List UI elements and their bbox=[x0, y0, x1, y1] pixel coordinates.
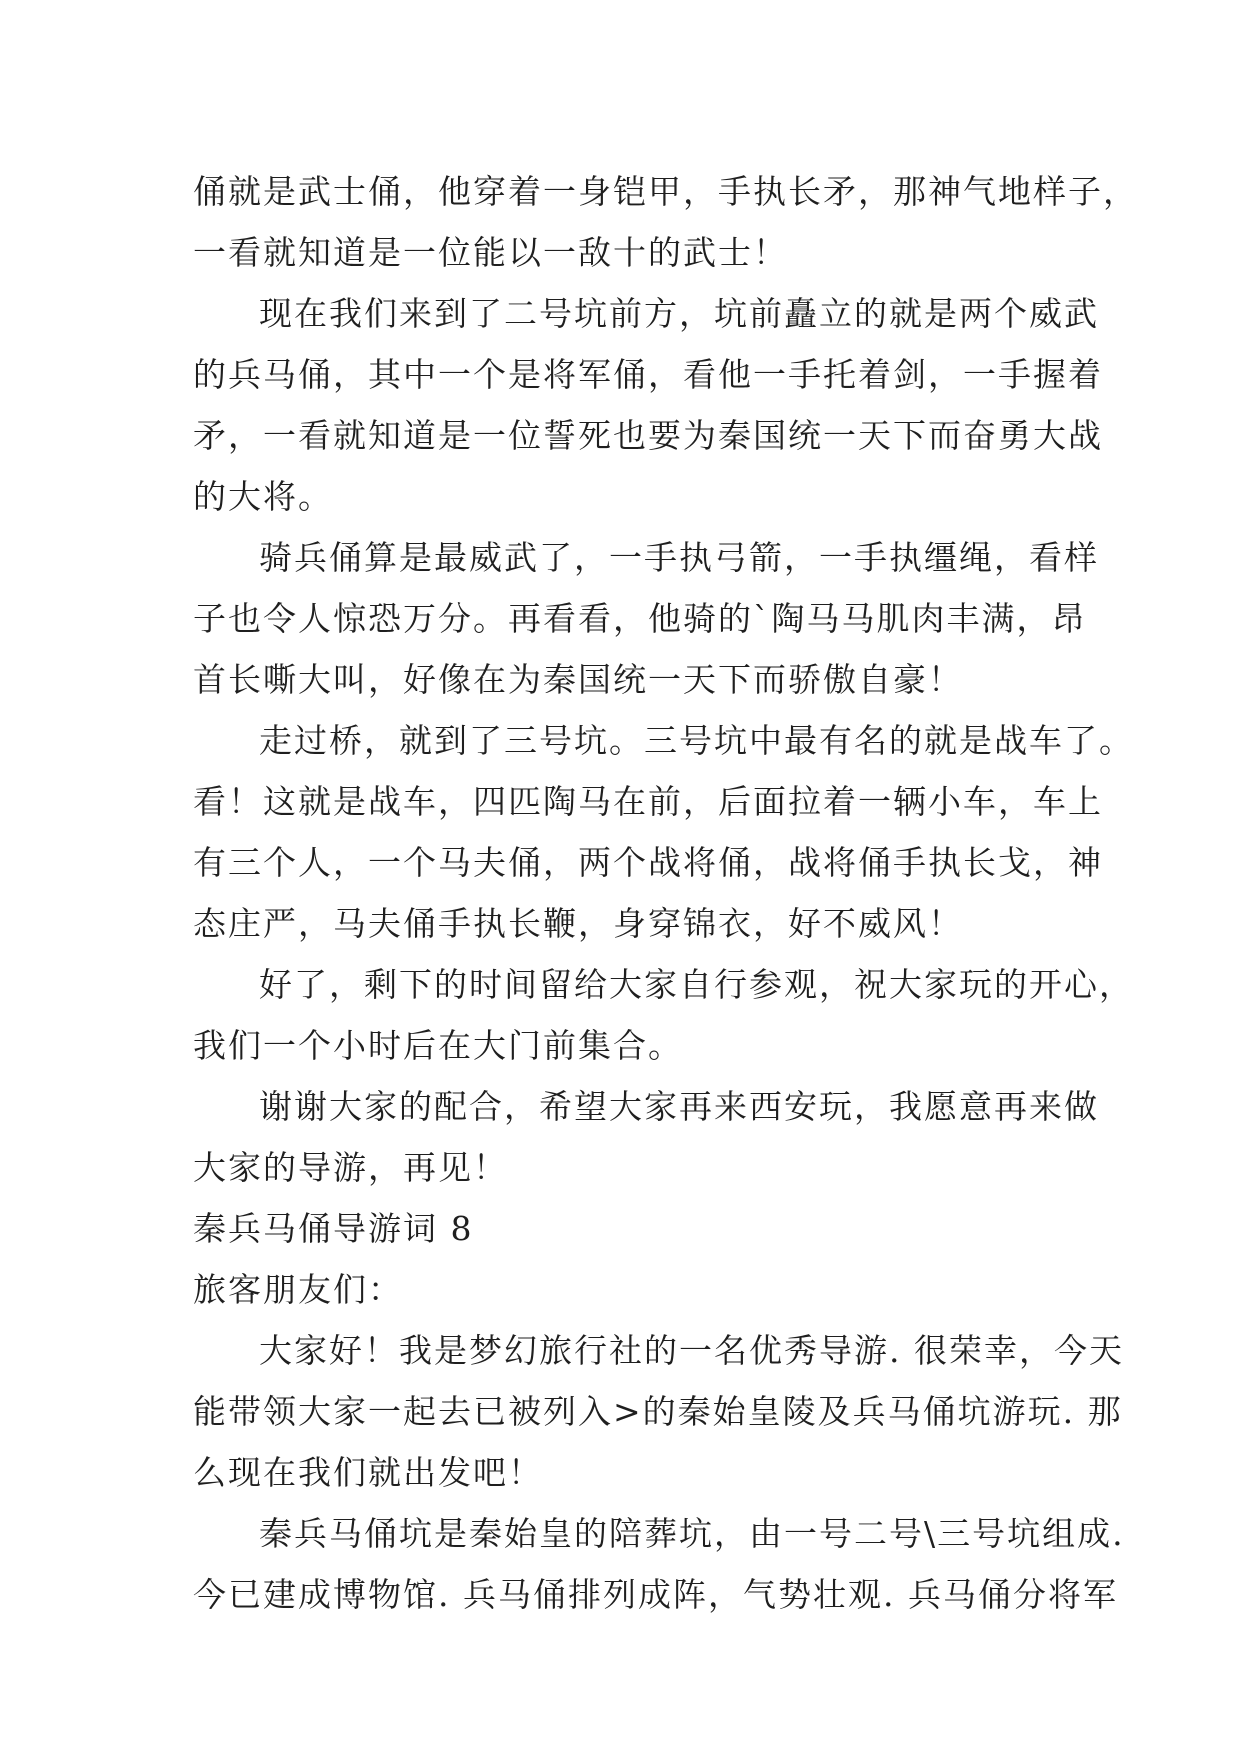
text-line: 态庄严，马夫俑手执长鞭，身穿锦衣，好不威风！ bbox=[193, 904, 963, 943]
text-line: 看！这就是战车，四匹陶马在前，后面拉着一辆小车，车上 bbox=[193, 782, 1103, 821]
text-line: 的大将。 bbox=[193, 477, 333, 516]
text-line: 的兵马俑，其中一个是将军俑，看他一手托着剑，一手握着 bbox=[193, 355, 1103, 394]
text-line: 首长嘶大叫，好像在为秦国统一天下而骄傲自豪！ bbox=[193, 660, 963, 699]
section-title: 秦兵马俑导游词 8 bbox=[193, 1209, 474, 1248]
paragraph-start-line: 谢谢大家的配合，希望大家再来西安玩，我愿意再来做 bbox=[259, 1087, 1099, 1126]
text-line: 矛，一看就知道是一位誓死也要为秦国统一天下而奋勇大战 bbox=[193, 416, 1103, 455]
document-body bbox=[193, 161, 1138, 1625]
text-line: 我们一个小时后在大门前集合。 bbox=[193, 1026, 683, 1065]
paragraph-start-line: 好了，剩下的时间留给大家自行参观，祝大家玩的开心， bbox=[259, 965, 1134, 1004]
text-line: 么现在我们就出发吧！ bbox=[193, 1453, 543, 1492]
paragraph-start-line: 走过桥，就到了三号坑。三号坑中最有名的就是战车了。 bbox=[259, 721, 1134, 760]
paragraph-start-line: 骑兵俑算是最威武了，一手执弓箭，一手执缰绳，看样 bbox=[259, 538, 1099, 577]
paragraph-start-line: 大家好！我是梦幻旅行社的一名优秀导游. 很荣幸，今天 bbox=[259, 1331, 1124, 1370]
text-line: 大家的导游，再见！ bbox=[193, 1148, 508, 1187]
paragraph-start-line: 现在我们来到了二号坑前方，坑前矗立的就是两个威武 bbox=[259, 294, 1099, 333]
text-line: 有三个人，一个马夫俑，两个战将俑，战将俑手执长戈，神 bbox=[193, 843, 1103, 882]
text-line: 今已建成博物馆. 兵马俑排列成阵，气势壮观. 兵马俑分将军 bbox=[193, 1575, 1118, 1614]
text-line: 子也令人惊恐万分。再看看，他骑的`陶马马肌肉丰满，昂 bbox=[193, 599, 1087, 638]
text-line: 一看就知道是一位能以一敌十的武士！ bbox=[193, 233, 788, 272]
text-line: 能带领大家一起去已被列入>的秦始皇陵及兵马俑坑游玩. 那 bbox=[193, 1392, 1123, 1431]
text-line: 俑就是武士俑，他穿着一身铠甲，手执长矛，那神气地样子， bbox=[193, 172, 1138, 211]
salutation: 旅客朋友们： bbox=[193, 1270, 403, 1309]
paragraph-start-line: 秦兵马俑坑是秦始皇的陪葬坑，由一号二号\三号坑组成. bbox=[259, 1514, 1125, 1553]
